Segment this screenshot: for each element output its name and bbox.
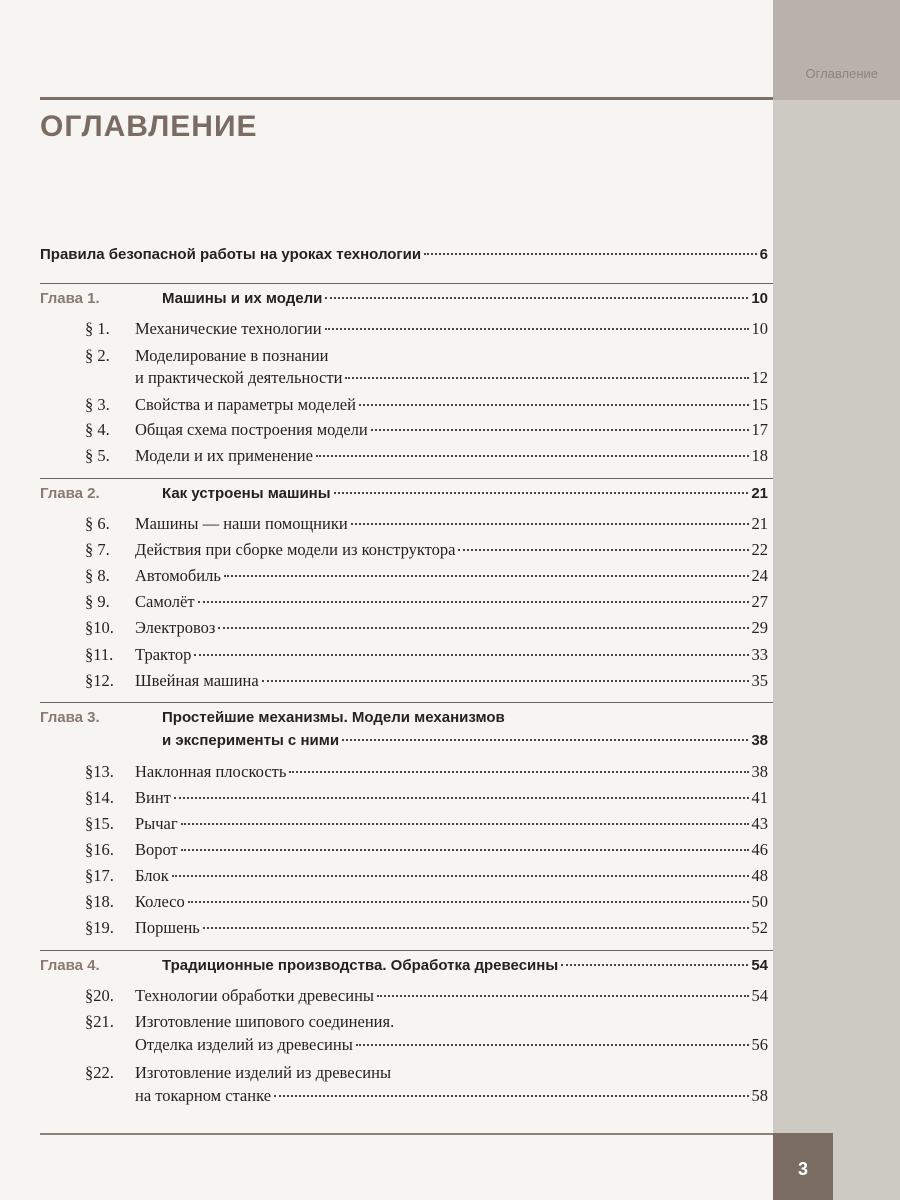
- section-page: 41: [751, 788, 768, 807]
- section-number: § 3.: [85, 395, 110, 414]
- chapter-page: 54: [751, 957, 768, 974]
- section-title: Швейная машина: [135, 671, 259, 690]
- section-page: 15: [751, 395, 768, 414]
- toc-section[interactable]: [135, 1086, 768, 1106]
- section-page: 33: [751, 645, 768, 664]
- section-page: 43: [751, 814, 768, 833]
- running-title: Оглавление: [805, 66, 878, 81]
- chapter-page: 10: [751, 290, 768, 307]
- dot-leader: [174, 797, 749, 799]
- chapter-title: Как устроены машины: [162, 485, 331, 502]
- entry-title: Правила безопасной работы на уроках технологии: [40, 246, 422, 263]
- toc-section[interactable]: [85, 514, 768, 534]
- chapter-separator: [40, 950, 773, 951]
- dot-leader: [325, 328, 749, 330]
- dot-leader: [188, 901, 749, 903]
- toc-section[interactable]: [85, 892, 768, 912]
- toc-section[interactable]: [85, 671, 768, 691]
- section-title-line: [85, 346, 328, 366]
- section-number: § 6.: [85, 514, 110, 533]
- dot-leader: [458, 549, 748, 551]
- section-page: 48: [751, 866, 768, 885]
- section-page: 35: [751, 671, 768, 690]
- chapter-title-line: [40, 708, 505, 728]
- toc-section[interactable]: [85, 566, 768, 586]
- section-page: 22: [751, 540, 768, 559]
- chapter-separator: [40, 702, 773, 703]
- section-page: 10: [751, 319, 768, 338]
- chapter-page: 21: [751, 485, 768, 502]
- toc-chapter-3[interactable]: [162, 731, 768, 751]
- dot-leader: [424, 253, 757, 255]
- section-title: Колесо: [135, 892, 185, 911]
- dot-leader: [194, 654, 748, 656]
- dot-leader: [203, 927, 749, 929]
- dot-leader: [377, 995, 748, 997]
- chapter-title: Машины и их модели: [162, 290, 323, 307]
- dot-leader: [198, 601, 749, 603]
- section-page: 52: [751, 918, 768, 937]
- section-title: Самолёт: [135, 592, 195, 611]
- toc-section[interactable]: [85, 420, 768, 440]
- section-title: Механические технологии: [135, 319, 322, 338]
- toc-section[interactable]: [135, 1035, 768, 1055]
- section-number: § 5.: [85, 446, 110, 465]
- section-title: и практической деятельности: [135, 368, 343, 387]
- section-title: Рычаг: [135, 814, 178, 833]
- section-page: 24: [751, 566, 768, 585]
- dot-leader: [561, 964, 748, 966]
- chapter-label: Глава 1.: [40, 290, 100, 307]
- toc-section[interactable]: [85, 788, 768, 808]
- chapter-separator: [40, 283, 773, 284]
- page-title: ОГЛАВЛЕНИЕ: [40, 110, 258, 143]
- toc-section[interactable]: [85, 986, 768, 1006]
- dot-leader: [325, 297, 748, 299]
- dot-leader: [289, 771, 748, 773]
- section-number: §12.: [85, 671, 114, 690]
- section-number: § 4.: [85, 420, 110, 439]
- toc-section[interactable]: [85, 814, 768, 834]
- chapter-separator: [40, 478, 773, 479]
- toc-section[interactable]: [85, 540, 768, 560]
- chapter-title-part1: Простейшие механизмы. Модели механизмов: [162, 709, 505, 726]
- section-title-part1: Моделирование в познании: [135, 346, 329, 365]
- section-number: §16.: [85, 840, 114, 859]
- toc-section[interactable]: [85, 762, 768, 782]
- dot-leader: [371, 429, 749, 431]
- section-page: 58: [751, 1086, 768, 1105]
- section-title: Автомобиль: [135, 566, 221, 585]
- dot-leader: [262, 680, 749, 682]
- section-page: 21: [751, 514, 768, 533]
- section-number: §10.: [85, 618, 114, 637]
- section-title: Отделка изделий из древесины: [135, 1035, 353, 1054]
- toc-section[interactable]: [85, 592, 768, 612]
- section-page: 17: [751, 420, 768, 439]
- toc-section[interactable]: [85, 618, 768, 638]
- dot-leader: [218, 627, 748, 629]
- section-number: § 2.: [85, 346, 110, 365]
- section-page: 27: [751, 592, 768, 611]
- section-number: §19.: [85, 918, 114, 937]
- section-title: Технологии обработки древесины: [135, 986, 375, 1005]
- dot-leader: [356, 1044, 749, 1046]
- section-page: 29: [751, 618, 768, 637]
- chapter-title: Традиционные производства. Обработка древесины: [162, 957, 559, 974]
- section-title: Трактор: [135, 645, 192, 664]
- page-number: 3: [773, 1133, 833, 1200]
- section-number: §21.: [85, 1012, 114, 1031]
- section-number: §13.: [85, 762, 114, 781]
- toc-section[interactable]: [85, 395, 768, 415]
- toc-section[interactable]: [135, 368, 768, 388]
- toc-section[interactable]: [85, 645, 768, 665]
- toc-section[interactable]: [85, 446, 768, 466]
- chapter-title: и эксперименты с ними: [162, 732, 340, 749]
- dot-leader: [181, 823, 749, 825]
- toc-entry-intro[interactable]: [40, 245, 768, 265]
- section-number: §15.: [85, 814, 114, 833]
- dot-leader: [359, 404, 749, 406]
- toc-section[interactable]: [85, 840, 768, 860]
- section-page: 18: [751, 446, 768, 465]
- section-title: на токарном станке: [135, 1086, 272, 1105]
- section-title-line: [85, 1012, 394, 1032]
- section-number: §22.: [85, 1063, 114, 1082]
- section-title: Наклонная плоскость: [135, 762, 287, 781]
- dot-leader: [224, 575, 749, 577]
- section-title: Свойства и параметры моделей: [135, 395, 356, 414]
- section-page: 38: [751, 762, 768, 781]
- dot-leader: [172, 875, 749, 877]
- chapter-page: 38: [751, 732, 768, 749]
- toc-chapter-1[interactable]: [40, 289, 768, 309]
- dot-leader: [334, 492, 749, 494]
- section-number: §18.: [85, 892, 114, 911]
- section-page: 12: [751, 368, 768, 387]
- section-title: Машины — наши помощники: [135, 514, 348, 533]
- section-number: §14.: [85, 788, 114, 807]
- section-title-line: [85, 1063, 391, 1083]
- section-page: 50: [751, 892, 768, 911]
- section-page: 54: [751, 986, 768, 1005]
- section-title-part1: Изготовление шипового соединения.: [135, 1012, 395, 1031]
- toc-section[interactable]: [85, 918, 768, 938]
- section-number: §20.: [85, 986, 114, 1005]
- section-title: Ворот: [135, 840, 178, 859]
- section-number: § 8.: [85, 566, 110, 585]
- dot-leader: [345, 377, 748, 379]
- chapter-label: Глава 4.: [40, 957, 100, 974]
- bottom-rule: [40, 1133, 773, 1135]
- dot-leader: [316, 455, 749, 457]
- dot-leader: [274, 1095, 748, 1097]
- section-title: Модели и их применение: [135, 446, 313, 465]
- section-number: § 7.: [85, 540, 110, 559]
- dot-leader: [342, 739, 748, 741]
- section-page: 46: [751, 840, 768, 859]
- dot-leader: [351, 523, 749, 525]
- section-title-part1: Изготовление изделий из древесины: [135, 1063, 392, 1082]
- toc-section[interactable]: [85, 319, 768, 339]
- section-title: Поршень: [135, 918, 200, 937]
- dot-leader: [181, 849, 749, 851]
- section-title: Действия при сборке модели из конструктора: [135, 540, 456, 559]
- section-title: Общая схема построения модели: [135, 420, 368, 439]
- section-number: §11.: [85, 645, 114, 664]
- section-page: 56: [751, 1035, 768, 1054]
- section-title: Блок: [135, 866, 169, 885]
- entry-page: 6: [759, 246, 768, 263]
- section-number: § 1.: [85, 319, 110, 338]
- chapter-label: Глава 3.: [40, 709, 100, 726]
- toc-section[interactable]: [85, 866, 768, 886]
- section-number: §17.: [85, 866, 114, 885]
- section-title: Электровоз: [135, 618, 216, 637]
- section-title: Винт: [135, 788, 171, 807]
- toc-chapter-4[interactable]: [40, 956, 768, 976]
- toc-chapter-2[interactable]: [40, 484, 768, 504]
- section-number: § 9.: [85, 592, 110, 611]
- chapter-label: Глава 2.: [40, 485, 100, 502]
